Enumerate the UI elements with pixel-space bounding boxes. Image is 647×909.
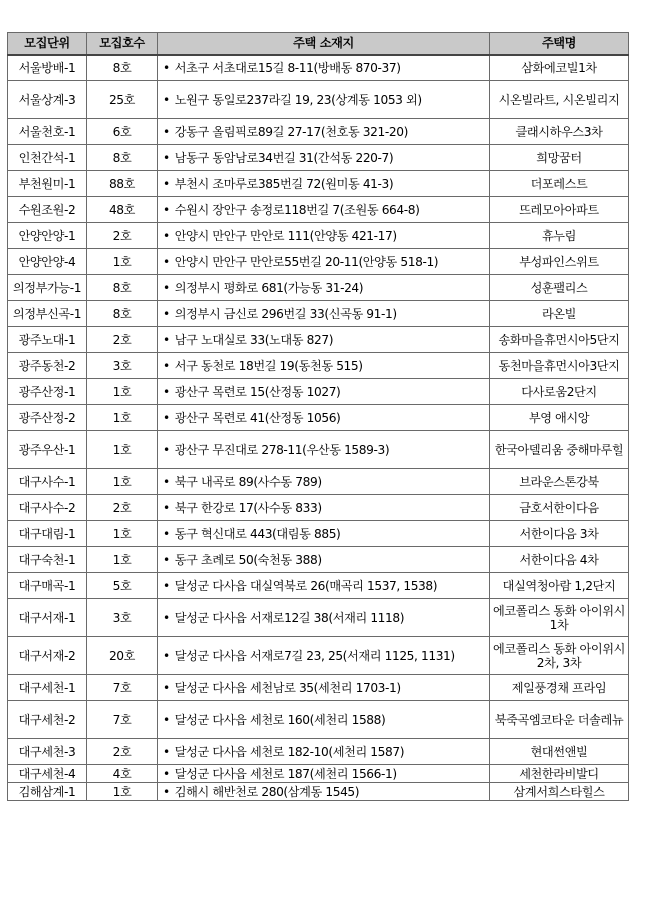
cell-address xyxy=(158,739,490,765)
cell-unit: 광주동천-2 xyxy=(8,353,87,379)
cell-house-name: 더포레스트 xyxy=(490,171,629,197)
bullet-icon: • xyxy=(163,474,170,489)
address-text: 서초구 서초대로15길 8-11(방배동 870-37) xyxy=(174,60,401,75)
cell-address xyxy=(158,301,490,327)
cell-count: 2호 xyxy=(87,327,158,353)
cell-house-name: 브라운스톤강북 xyxy=(490,469,629,495)
address-text: 노원구 동일로237라길 19, 23(상계동 1053 외) xyxy=(174,92,422,107)
table-row xyxy=(8,249,629,275)
cell-house-name: 성훈팰리스 xyxy=(490,275,629,301)
cell-unit: 광주산정-1 xyxy=(8,379,87,405)
table-row xyxy=(8,675,629,701)
cell-house-name: 한국아델리움 중해마루힐 xyxy=(490,431,629,469)
cell-count: 48호 xyxy=(87,197,158,223)
bullet-icon: • xyxy=(163,280,170,295)
cell-count: 5호 xyxy=(87,573,158,599)
cell-unit: 의정부신곡-1 xyxy=(8,301,87,327)
header-house-name: 주택명 xyxy=(490,33,629,55)
cell-address xyxy=(158,119,490,145)
cell-address xyxy=(158,405,490,431)
cell-address xyxy=(158,145,490,171)
table-row xyxy=(8,701,629,739)
address-text: 수원시 장안구 송정로118번길 7(조원동 664-8) xyxy=(174,202,420,217)
cell-address xyxy=(158,197,490,223)
table-row xyxy=(8,521,629,547)
table-row xyxy=(8,431,629,469)
cell-unit: 안양안양-4 xyxy=(8,249,87,275)
cell-house-name: 에코폴리스 동화 아이위시 2차, 3차 xyxy=(490,637,629,675)
cell-count: 2호 xyxy=(87,495,158,521)
cell-house-name: 북죽곡엠코타운 더솔레뉴 xyxy=(490,701,629,739)
bullet-icon: • xyxy=(163,306,170,321)
cell-house-name: 삼계서희스타힐스 xyxy=(490,783,629,801)
address-text: 강동구 올림픽로89길 27-17(천호동 321-20) xyxy=(174,124,408,139)
cell-count: 8호 xyxy=(87,275,158,301)
bullet-icon: • xyxy=(163,712,170,727)
cell-house-name: 클래시하우스3차 xyxy=(490,119,629,145)
cell-address xyxy=(158,573,490,599)
table-row xyxy=(8,55,629,81)
table-row xyxy=(8,405,629,431)
cell-unit: 대구세천-1 xyxy=(8,675,87,701)
cell-count: 4호 xyxy=(87,765,158,783)
cell-unit: 대구세천-4 xyxy=(8,765,87,783)
table-row xyxy=(8,495,629,521)
cell-count: 7호 xyxy=(87,675,158,701)
cell-address xyxy=(158,171,490,197)
table-header xyxy=(8,33,629,55)
cell-address xyxy=(158,81,490,119)
bullet-icon: • xyxy=(163,150,170,165)
table-row xyxy=(8,573,629,599)
bullet-icon: • xyxy=(163,384,170,399)
bullet-icon: • xyxy=(163,784,170,799)
cell-count: 8호 xyxy=(87,301,158,327)
cell-unit: 대구사수-2 xyxy=(8,495,87,521)
cell-count: 25호 xyxy=(87,81,158,119)
address-text: 부천시 조마루로385번길 72(원미동 41-3) xyxy=(174,176,394,191)
table-row xyxy=(8,353,629,379)
bullet-icon: • xyxy=(163,648,170,663)
cell-unit: 대구숙천-1 xyxy=(8,547,87,573)
cell-count: 7호 xyxy=(87,701,158,739)
address-text: 안양시 만안구 만안로55번길 20-11(안양동 518-1) xyxy=(174,254,439,269)
cell-house-name: 다사로움2단지 xyxy=(490,379,629,405)
cell-address xyxy=(158,249,490,275)
cell-address xyxy=(158,599,490,637)
cell-count: 2호 xyxy=(87,223,158,249)
cell-count: 1호 xyxy=(87,469,158,495)
table-row xyxy=(8,145,629,171)
bullet-icon: • xyxy=(163,526,170,541)
address-text: 의정부시 금신로 296번길 33(신곡동 91-1) xyxy=(174,306,397,321)
bullet-icon: • xyxy=(163,410,170,425)
table-row xyxy=(8,599,629,637)
cell-unit: 안양안양-1 xyxy=(8,223,87,249)
cell-count: 2호 xyxy=(87,739,158,765)
cell-unit: 서울상계-3 xyxy=(8,81,87,119)
cell-unit: 광주우산-1 xyxy=(8,431,87,469)
cell-unit: 대구세천-2 xyxy=(8,701,87,739)
cell-count: 1호 xyxy=(87,783,158,801)
address-text: 남구 노대실로 33(노대동 827) xyxy=(174,332,334,347)
address-text: 남동구 동암남로34번길 31(간석동 220-7) xyxy=(174,150,394,165)
table-row xyxy=(8,765,629,783)
cell-house-name: 송화마을휴먼시아5단지 xyxy=(490,327,629,353)
bullet-icon: • xyxy=(163,202,170,217)
cell-address xyxy=(158,431,490,469)
cell-house-name: 대실역청아람 1,2단지 xyxy=(490,573,629,599)
cell-address xyxy=(158,547,490,573)
cell-address xyxy=(158,469,490,495)
header-count: 모집호수 xyxy=(87,33,158,55)
address-text: 광산구 목련로 41(산정동 1056) xyxy=(174,410,341,425)
table-row xyxy=(8,379,629,405)
cell-house-name: 세천한라비발디 xyxy=(490,765,629,783)
address-text: 달성군 다사읍 세천로 160(세천리 1588) xyxy=(174,712,386,727)
bullet-icon: • xyxy=(163,124,170,139)
table-row xyxy=(8,327,629,353)
address-text: 광산구 무진대로 278-11(우산동 1589-3) xyxy=(174,442,390,457)
header-unit: 모집단위 xyxy=(8,33,87,55)
cell-house-name: 삼화에코빌1차 xyxy=(490,55,629,81)
cell-count: 8호 xyxy=(87,55,158,81)
header-address: 주택 소재지 xyxy=(158,33,490,55)
cell-count: 1호 xyxy=(87,379,158,405)
table-row xyxy=(8,81,629,119)
cell-unit: 광주노대-1 xyxy=(8,327,87,353)
cell-count: 1호 xyxy=(87,249,158,275)
cell-unit: 대구세천-3 xyxy=(8,739,87,765)
table-row xyxy=(8,197,629,223)
table-row xyxy=(8,469,629,495)
address-text: 광산구 목련로 15(산정동 1027) xyxy=(174,384,341,399)
cell-address xyxy=(158,55,490,81)
cell-count: 20호 xyxy=(87,637,158,675)
cell-address xyxy=(158,701,490,739)
cell-house-name: 제일풍경채 프라임 xyxy=(490,675,629,701)
cell-count: 1호 xyxy=(87,405,158,431)
table-row xyxy=(8,119,629,145)
address-text: 북구 한강로 17(사수동 833) xyxy=(174,500,322,515)
cell-house-name: 부영 애시앙 xyxy=(490,405,629,431)
cell-count: 8호 xyxy=(87,145,158,171)
bullet-icon: • xyxy=(163,176,170,191)
address-text: 달성군 다사읍 서재로12길 38(서재리 1118) xyxy=(174,610,405,625)
address-text: 달성군 다사읍 대실역북로 26(매곡리 1537, 1538) xyxy=(174,578,438,593)
cell-address xyxy=(158,675,490,701)
cell-count: 6호 xyxy=(87,119,158,145)
cell-unit: 의정부가능-1 xyxy=(8,275,87,301)
address-text: 동구 혁신대로 443(대림동 885) xyxy=(174,526,341,541)
cell-address xyxy=(158,495,490,521)
address-text: 달성군 다사읍 세천로 182-10(세천리 1587) xyxy=(174,744,405,759)
bullet-icon: • xyxy=(163,332,170,347)
cell-count: 3호 xyxy=(87,599,158,637)
bullet-icon: • xyxy=(163,578,170,593)
table-row xyxy=(8,223,629,249)
bullet-icon: • xyxy=(163,610,170,625)
cell-address xyxy=(158,765,490,783)
cell-house-name: 금호서한이다음 xyxy=(490,495,629,521)
address-text: 동구 초례로 50(숙천동 388) xyxy=(174,552,322,567)
cell-house-name: 서한이다음 4차 xyxy=(490,547,629,573)
address-text: 서구 동천로 18번길 19(동천동 515) xyxy=(174,358,363,373)
cell-unit: 인천간석-1 xyxy=(8,145,87,171)
cell-address xyxy=(158,353,490,379)
cell-house-name: 라온빌 xyxy=(490,301,629,327)
cell-house-name: 동천마을휴먼시아3단지 xyxy=(490,353,629,379)
cell-house-name: 시온빌라트, 시온빌리지 xyxy=(490,81,629,119)
bullet-icon: • xyxy=(163,358,170,373)
bullet-icon: • xyxy=(163,500,170,515)
cell-house-name: 뜨레모아아파트 xyxy=(490,197,629,223)
cell-unit: 대구대림-1 xyxy=(8,521,87,547)
cell-count: 1호 xyxy=(87,547,158,573)
housing-table xyxy=(7,32,629,801)
address-text: 달성군 다사읍 세천남로 35(세천리 1703-1) xyxy=(174,680,401,695)
cell-count: 3호 xyxy=(87,353,158,379)
cell-unit: 서울천호-1 xyxy=(8,119,87,145)
table-row xyxy=(8,783,629,801)
cell-address xyxy=(158,379,490,405)
cell-unit: 광주산정-2 xyxy=(8,405,87,431)
bullet-icon: • xyxy=(163,552,170,567)
cell-unit: 대구사수-1 xyxy=(8,469,87,495)
cell-house-name: 서한이다음 3차 xyxy=(490,521,629,547)
cell-unit: 대구매곡-1 xyxy=(8,573,87,599)
cell-house-name: 부성파인스위트 xyxy=(490,249,629,275)
cell-unit: 서울방배-1 xyxy=(8,55,87,81)
bullet-icon: • xyxy=(163,680,170,695)
address-text: 김해시 해반천로 280(삼계동 1545) xyxy=(174,784,360,799)
table-row xyxy=(8,275,629,301)
bullet-icon: • xyxy=(163,442,170,457)
bullet-icon: • xyxy=(163,766,170,781)
cell-address xyxy=(158,521,490,547)
cell-count: 1호 xyxy=(87,521,158,547)
bullet-icon: • xyxy=(163,254,170,269)
address-text: 의정부시 평화로 681(가능동 31-24) xyxy=(174,280,364,295)
address-text: 북구 내곡로 89(사수동 789) xyxy=(174,474,322,489)
cell-house-name: 휴누림 xyxy=(490,223,629,249)
address-text: 달성군 다사읍 서재로7길 23, 25(서재리 1125, 1131) xyxy=(174,648,455,663)
cell-unit: 대구서재-2 xyxy=(8,637,87,675)
cell-count: 88호 xyxy=(87,171,158,197)
bullet-icon: • xyxy=(163,92,170,107)
cell-house-name: 에코폴리스 동화 아이위시 1차 xyxy=(490,599,629,637)
cell-address xyxy=(158,327,490,353)
table-row xyxy=(8,739,629,765)
cell-address xyxy=(158,783,490,801)
cell-unit: 부천원미-1 xyxy=(8,171,87,197)
cell-house-name: 희망꿈터 xyxy=(490,145,629,171)
cell-unit: 수원조원-2 xyxy=(8,197,87,223)
bullet-icon: • xyxy=(163,228,170,243)
cell-address xyxy=(158,223,490,249)
cell-count: 1호 xyxy=(87,431,158,469)
address-text: 안양시 만안구 만안로 111(안양동 421-17) xyxy=(174,228,397,243)
address-text: 달성군 다사읍 세천로 187(세천리 1566-1) xyxy=(174,766,397,781)
cell-address xyxy=(158,275,490,301)
bullet-icon: • xyxy=(163,60,170,75)
cell-address xyxy=(158,637,490,675)
table-row xyxy=(8,301,629,327)
cell-unit: 대구서재-1 xyxy=(8,599,87,637)
table-body xyxy=(8,55,629,801)
table-row xyxy=(8,171,629,197)
cell-house-name: 현대썬앤빌 xyxy=(490,739,629,765)
table-row xyxy=(8,547,629,573)
table-row xyxy=(8,637,629,675)
bullet-icon: • xyxy=(163,744,170,759)
cell-unit: 김해삼계-1 xyxy=(8,783,87,801)
